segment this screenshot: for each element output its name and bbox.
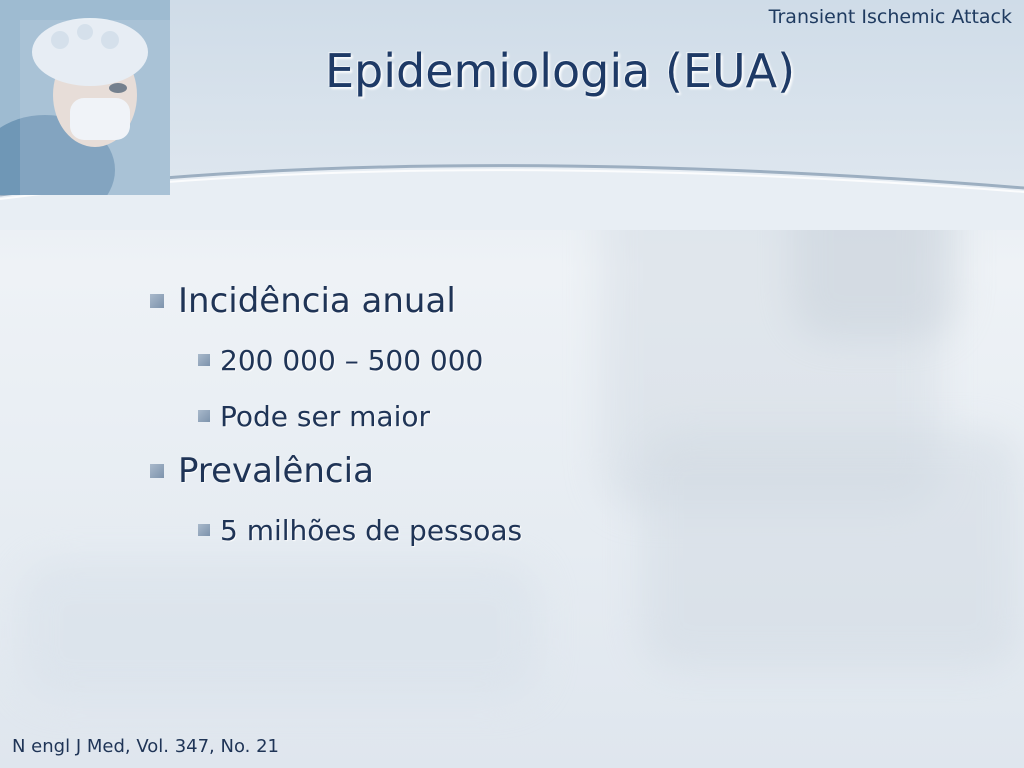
background-shape [20, 560, 540, 700]
bullet-item [150, 446, 522, 496]
square-bullet-icon [198, 354, 210, 366]
bullet-item [150, 276, 522, 326]
bullet-text: Incidência anual [178, 281, 456, 321]
background-shape [640, 430, 1020, 670]
square-bullet-icon [150, 464, 164, 478]
sub-bullet-item [198, 508, 522, 552]
square-bullet-icon [198, 524, 210, 536]
sub-bullet-text: 200 000 – 500 000 [220, 343, 484, 377]
square-bullet-icon [150, 294, 164, 308]
bullet-text: Prevalência [178, 451, 374, 491]
slide-title: Epidemiologia (EUA) [324, 44, 796, 98]
surgeon-photo [0, 0, 170, 195]
citation-footer: N engl J Med, Vol. 347, No. 21 [12, 736, 280, 757]
sub-bullet-text: 5 milhões de pessoas [220, 513, 523, 547]
sub-bullet-item [198, 338, 522, 382]
presentation-topic: Transient Ischemic Attack [768, 6, 1012, 28]
square-bullet-icon [198, 410, 210, 422]
bullet-list [150, 268, 522, 552]
sub-bullet-item [198, 394, 522, 438]
sub-bullet-text: Pode ser maior [220, 399, 430, 433]
